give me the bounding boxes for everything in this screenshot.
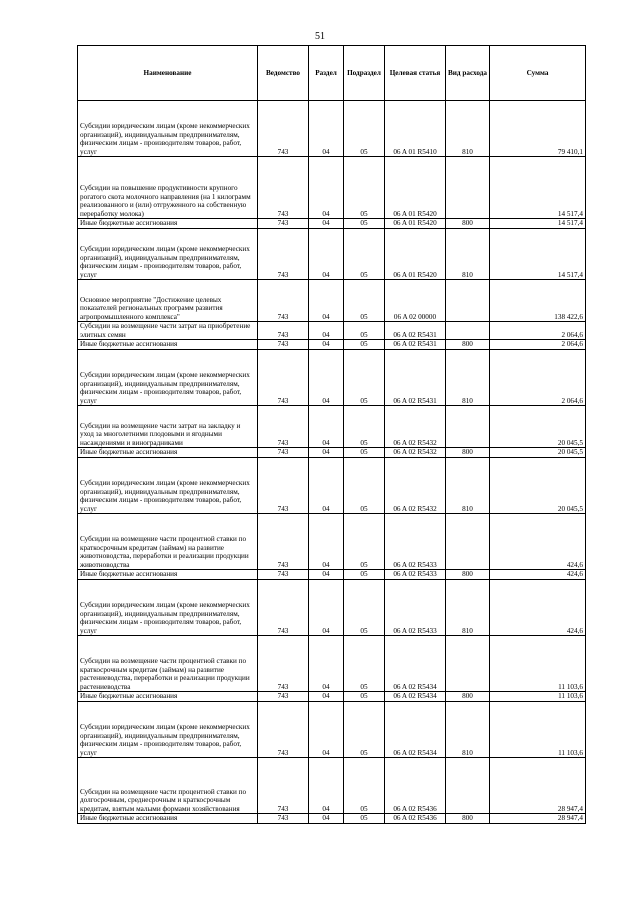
name-cell — [78, 448, 258, 458]
table-row — [78, 580, 586, 636]
name-cell — [78, 322, 258, 340]
expense-type-cell: 800 — [446, 814, 490, 824]
vedomstvo-cell: 743 — [258, 322, 309, 340]
vedomstvo-cell: 743 — [258, 814, 309, 824]
row-label: Иные бюджетные ассигнования — [80, 814, 178, 823]
razdel-cell: 04 — [309, 406, 344, 448]
razdel-cell: 04 — [309, 580, 344, 636]
sum-cell: 20 045,5 — [490, 448, 586, 458]
vedomstvo-cell: 743 — [258, 280, 309, 322]
podrazdel-cell: 05 — [344, 570, 385, 580]
header-sum: Сумма — [490, 46, 586, 101]
expense-type-cell: 810 — [446, 702, 490, 758]
name-cell — [78, 350, 258, 406]
expense-type-cell: 800 — [446, 448, 490, 458]
row-label: Иные бюджетные ассигнования — [80, 219, 178, 228]
name-cell — [78, 814, 258, 824]
vedomstvo-cell: 743 — [258, 570, 309, 580]
razdel-cell: 04 — [309, 219, 344, 229]
page-number: 51 — [315, 31, 325, 42]
sum-cell: 424,6 — [490, 570, 586, 580]
table-row — [78, 570, 586, 580]
podrazdel-cell: 05 — [344, 814, 385, 824]
target-article-cell: 06 A 02 R5436 — [385, 814, 446, 824]
header-name: Наименование — [78, 46, 258, 101]
podrazdel-cell: 05 — [344, 514, 385, 570]
expense-type-cell: 800 — [446, 340, 490, 350]
expense-type-cell: 810 — [446, 350, 490, 406]
target-article-cell: 06 A 02 R5433 — [385, 570, 446, 580]
expense-type-cell: 810 — [446, 101, 490, 157]
podrazdel-cell: 05 — [344, 636, 385, 692]
target-article-cell: 06 A 01 R5410 — [385, 101, 446, 157]
name-cell — [78, 692, 258, 702]
razdel-cell: 04 — [309, 340, 344, 350]
razdel-cell: 04 — [309, 350, 344, 406]
table-row — [78, 280, 586, 322]
razdel-cell: 04 — [309, 448, 344, 458]
header-expense-type: Вид расхода — [446, 46, 490, 101]
vedomstvo-cell: 743 — [258, 350, 309, 406]
sum-cell: 14 517,4 — [490, 219, 586, 229]
row-label: Основное мероприятие "Достижение целевых показателей региональных программ развития агропромышленного комплекса" — [80, 295, 223, 321]
vedomstvo-cell: 743 — [258, 219, 309, 229]
podrazdel-cell: 05 — [344, 101, 385, 157]
sum-cell: 79 410,1 — [490, 101, 586, 157]
razdel-cell: 04 — [309, 692, 344, 702]
row-label: Субсидии на возмещение части затрат на приобретение элитных семян — [80, 322, 251, 339]
expense-type-cell — [446, 157, 490, 219]
razdel-cell: 04 — [309, 229, 344, 280]
table-row — [78, 458, 586, 514]
vedomstvo-cell: 743 — [258, 448, 309, 458]
podrazdel-cell: 05 — [344, 322, 385, 340]
table-row — [78, 758, 586, 814]
name-cell — [78, 340, 258, 350]
vedomstvo-cell: 743 — [258, 406, 309, 448]
row-label: Иные бюджетные ассигнования — [80, 340, 178, 349]
table-row — [78, 219, 586, 229]
target-article-cell: 06 A 02 R5433 — [385, 580, 446, 636]
razdel-cell: 04 — [309, 702, 344, 758]
table-row — [78, 229, 586, 280]
vedomstvo-cell: 743 — [258, 340, 309, 350]
podrazdel-cell: 05 — [344, 692, 385, 702]
target-article-cell: 06 A 02 R5431 — [385, 340, 446, 350]
header-podrazdel: Подраздел — [344, 46, 385, 101]
sum-cell: 20 045,5 — [490, 458, 586, 514]
row-label: Субсидии юридическим лицам (кроме некоммерческих организаций), индивидуальным предпринимателям, физическим лицам - производителям товаров, работ, услуг — [80, 371, 250, 405]
expense-type-cell: 810 — [446, 229, 490, 280]
table-row — [78, 702, 586, 758]
row-label: Субсидии юридическим лицам (кроме некоммерческих организаций), индивидуальным предпринимателям, физическим лицам - производителям товаров, работ, услуг — [80, 723, 250, 757]
name-cell — [78, 758, 258, 814]
table-row — [78, 322, 586, 340]
razdel-cell: 04 — [309, 814, 344, 824]
table-row — [78, 340, 586, 350]
vedomstvo-cell: 743 — [258, 101, 309, 157]
vedomstvo-cell: 743 — [258, 514, 309, 570]
table-row — [78, 692, 586, 702]
podrazdel-cell: 05 — [344, 406, 385, 448]
name-cell — [78, 636, 258, 692]
row-label: Субсидии на повышение продуктивности крупного рогатого скота молочного направления (на 1 килограмм реализованного и (или) отгруженного на собственную переработку молока) — [80, 184, 251, 218]
sum-cell: 11 103,6 — [490, 702, 586, 758]
row-label: Субсидии юридическим лицам (кроме некоммерческих организаций), индивидуальным предпринимателям, физическим лицам - производителям товаров, работ, услуг — [80, 122, 250, 156]
podrazdel-cell: 05 — [344, 229, 385, 280]
podrazdel-cell: 05 — [344, 448, 385, 458]
target-article-cell: 06 A 02 R5434 — [385, 692, 446, 702]
vedomstvo-cell: 743 — [258, 157, 309, 219]
row-label: Субсидии на возмещение части процентной ставки по краткосрочным кредитам (займам) на развитие животноводства, переработки и реализации продукции животноводства — [80, 535, 249, 569]
razdel-cell: 04 — [309, 758, 344, 814]
name-cell — [78, 229, 258, 280]
razdel-cell: 04 — [309, 101, 344, 157]
razdel-cell: 04 — [309, 636, 344, 692]
vedomstvo-cell: 743 — [258, 636, 309, 692]
expense-type-cell — [446, 322, 490, 340]
table-row — [78, 814, 586, 824]
row-label: Субсидии на возмещение части процентной ставки по краткосрочным кредитам (займам) на развитие растениеводства, переработки и реализации продукции растениеводства — [80, 657, 250, 691]
razdel-cell: 04 — [309, 570, 344, 580]
header-target-article: Целевая статья — [385, 46, 446, 101]
podrazdel-cell: 05 — [344, 758, 385, 814]
expense-type-cell — [446, 280, 490, 322]
podrazdel-cell: 05 — [344, 458, 385, 514]
expense-type-cell: 810 — [446, 458, 490, 514]
sum-cell: 11 103,6 — [490, 636, 586, 692]
row-label: Иные бюджетные ассигнования — [80, 692, 178, 701]
vedomstvo-cell: 743 — [258, 458, 309, 514]
sum-cell: 2 064,6 — [490, 350, 586, 406]
sum-cell: 28 947,4 — [490, 814, 586, 824]
vedomstvo-cell: 743 — [258, 229, 309, 280]
vedomstvo-cell: 743 — [258, 702, 309, 758]
podrazdel-cell: 05 — [344, 580, 385, 636]
sum-cell: 138 422,6 — [490, 280, 586, 322]
expense-type-cell — [446, 636, 490, 692]
podrazdel-cell: 05 — [344, 702, 385, 758]
podrazdel-cell: 05 — [344, 280, 385, 322]
row-label: Субсидии на возмещение части процентной ставки по долгосрочным, среднесрочным и краткосрочным кредитам, взятым малыми формами хозяйствования — [80, 787, 247, 813]
table-header-row — [78, 46, 586, 101]
expense-type-cell — [446, 514, 490, 570]
target-article-cell: 06 A 02 R5431 — [385, 350, 446, 406]
expense-type-cell: 810 — [446, 580, 490, 636]
name-cell — [78, 280, 258, 322]
sum-cell: 20 045,5 — [490, 406, 586, 448]
name-cell — [78, 219, 258, 229]
sum-cell: 2 064,6 — [490, 340, 586, 350]
name-cell — [78, 580, 258, 636]
razdel-cell: 04 — [309, 280, 344, 322]
target-article-cell: 06 A 02 R5433 — [385, 514, 446, 570]
name-cell — [78, 514, 258, 570]
table-row — [78, 406, 586, 448]
razdel-cell: 04 — [309, 157, 344, 219]
vedomstvo-cell: 743 — [258, 758, 309, 814]
target-article-cell: 06 A 01 R5420 — [385, 157, 446, 219]
header-vedomstvo: Ведомство — [258, 46, 309, 101]
target-article-cell: 06 A 02 00000 — [385, 280, 446, 322]
expense-type-cell — [446, 406, 490, 448]
row-label: Субсидии юридическим лицам (кроме некоммерческих организаций), индивидуальным предпринимателям, физическим лицам - производителям товаров, работ, услуг — [80, 479, 250, 513]
sum-cell: 14 517,4 — [490, 229, 586, 280]
target-article-cell: 06 A 01 R5420 — [385, 229, 446, 280]
name-cell — [78, 406, 258, 448]
razdel-cell: 04 — [309, 514, 344, 570]
row-label: Субсидии на возмещение части затрат на закладку и уход за многолетними плодовыми и ягодными насаждениями и виноградниками — [80, 421, 241, 447]
table-row — [78, 448, 586, 458]
expense-type-cell: 800 — [446, 692, 490, 702]
expense-type-cell: 800 — [446, 219, 490, 229]
target-article-cell: 06 A 01 R5420 — [385, 219, 446, 229]
budget-table — [77, 45, 586, 824]
row-label: Субсидии юридическим лицам (кроме некоммерческих организаций), индивидуальным предпринимателям, физическим лицам - производителям товаров, работ, услуг — [80, 601, 250, 635]
row-label: Субсидии юридическим лицам (кроме некоммерческих организаций), индивидуальным предпринимателям, физическим лицам - производителям товаров, работ, услуг — [80, 245, 250, 279]
target-article-cell: 06 A 02 R5434 — [385, 636, 446, 692]
target-article-cell: 06 A 02 R5434 — [385, 702, 446, 758]
row-label: Иные бюджетные ассигнования — [80, 570, 178, 579]
sum-cell: 14 517,4 — [490, 157, 586, 219]
name-cell — [78, 157, 258, 219]
target-article-cell: 06 A 02 R5432 — [385, 406, 446, 448]
target-article-cell: 06 A 02 R5432 — [385, 458, 446, 514]
sum-cell: 424,6 — [490, 514, 586, 570]
sum-cell: 424,6 — [490, 580, 586, 636]
expense-type-cell: 800 — [446, 570, 490, 580]
row-label: Иные бюджетные ассигнования — [80, 448, 178, 457]
table-row — [78, 157, 586, 219]
razdel-cell: 04 — [309, 322, 344, 340]
sum-cell: 2 064,6 — [490, 322, 586, 340]
podrazdel-cell: 05 — [344, 157, 385, 219]
podrazdel-cell: 05 — [344, 219, 385, 229]
razdel-cell: 04 — [309, 458, 344, 514]
table-row — [78, 350, 586, 406]
table-row — [78, 101, 586, 157]
table-row — [78, 636, 586, 692]
vedomstvo-cell: 743 — [258, 580, 309, 636]
name-cell — [78, 101, 258, 157]
expense-type-cell — [446, 758, 490, 814]
name-cell — [78, 458, 258, 514]
name-cell — [78, 570, 258, 580]
target-article-cell: 06 A 02 R5432 — [385, 448, 446, 458]
table-row — [78, 514, 586, 570]
target-article-cell: 06 A 02 R5431 — [385, 322, 446, 340]
podrazdel-cell: 05 — [344, 350, 385, 406]
podrazdel-cell: 05 — [344, 340, 385, 350]
vedomstvo-cell: 743 — [258, 692, 309, 702]
sum-cell: 11 103,6 — [490, 692, 586, 702]
target-article-cell: 06 A 02 R5436 — [385, 758, 446, 814]
header-razdel: Раздел — [309, 46, 344, 101]
sum-cell: 28 947,4 — [490, 758, 586, 814]
name-cell — [78, 702, 258, 758]
